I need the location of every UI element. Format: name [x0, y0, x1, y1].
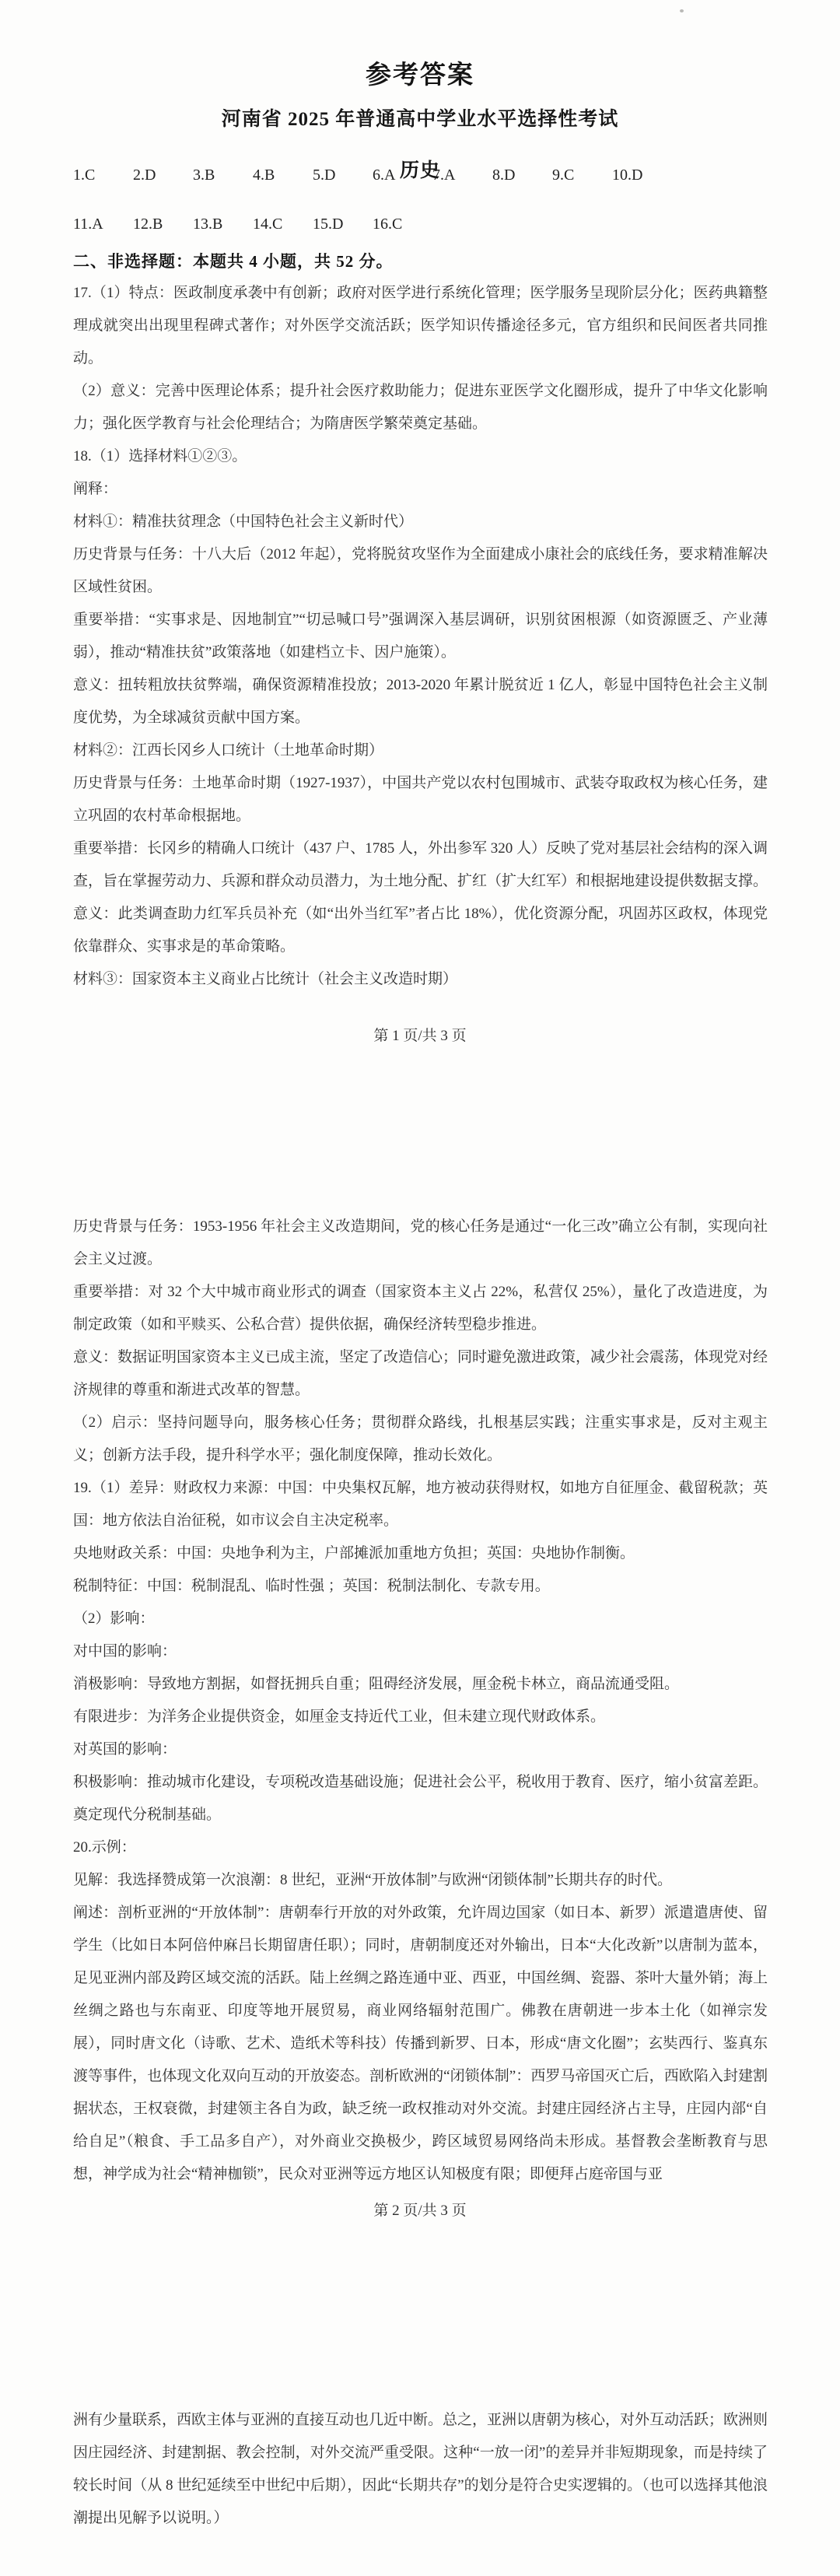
- paragraph: 意义：数据证明国家资本主义已成主流，坚定了改造信心；同时避免激进政策，减少社会震荡，体现党对经济规律的尊重和渐进式改革的智慧。: [73, 1349, 768, 1398]
- subject-title: 历史: [399, 159, 440, 181]
- page-3-body: [73, 2404, 768, 2535]
- paragraph: 历史背景与任务：土地革命时期（1927-1937），中国共产党以农村包围城市、武装夺取政权为核心任务，建立巩固的农村革命根据地。: [73, 775, 768, 824]
- paragraph: 重要举措：长冈乡的精确人口统计（437 户、1785 人，外出参军 320 人）反映了党对基层社会结构的深入调查，旨在掌握劳动力、兵源和群众动员潜力，为土地分配、扩红（扩大红军）和根据地建设提供数据支撑。: [73, 840, 768, 889]
- paragraph: 20.示例：: [73, 1839, 136, 1856]
- paragraph: 材料②：江西长冈乡人口统计（土地革命时期）: [73, 742, 384, 759]
- doc-title: 参考答案: [366, 61, 474, 90]
- answer-item: 13.B: [193, 216, 223, 233]
- paragraph: （2）意义：完善中医理论体系；提升社会医疗救助能力；促进东亚医学文化圈形成，提升了中华文化影响力；强化医学教育与社会伦理结合；为隋唐医学繁荣奠定基础。: [73, 383, 768, 432]
- page-2-body: [73, 1211, 768, 2191]
- page-1-body: [73, 277, 768, 996]
- answer-item: 8.D: [492, 166, 516, 184]
- answer-item: 2.D: [133, 166, 156, 184]
- paragraph: 材料①：精准扶贫理念（中国特色社会主义新时代）: [73, 513, 414, 530]
- answer-item: 7.A: [432, 166, 456, 184]
- paragraph: 17.（1）特点：医政制度承袭中有创新；政府对医学进行系统化管理；医学服务呈现阶层分化；医药典籍整理成就突出出现里程碑式著作；对外医学交流活跃；医学知识传播途径多元，官方组织和民间医者共同推动。: [73, 285, 768, 366]
- answer-item: 5.D: [313, 166, 336, 184]
- answer-item: 9.C: [552, 166, 575, 184]
- paragraph: 税制特征：中国：税制混乱、临时性强 ；英国：税制法制化、专款专用。: [73, 1578, 550, 1594]
- choice-answers-row-1: [73, 166, 672, 184]
- page-2-footer: 第 2 页/共 3 页: [373, 2203, 467, 2219]
- paragraph: 重要举措：对 32 个大中城市商业形式的调查（国家资本主义占 22%，私营仅 25%），量化了改造进度，为制定政策（如和平赎买、公私合营）提供依据，确保经济转型稳步推进。: [73, 1284, 768, 1333]
- section-2-heading: 二、非选择题：本题共 4 小题，共 52 分。: [73, 252, 394, 271]
- answer-item: 15.D: [313, 216, 344, 233]
- answer-item: 14.C: [253, 216, 283, 233]
- paragraph: 见解：我选择赞成第一次浪潮：8 世纪，亚洲“开放体制”与欧洲“闭锁体制”长期共存的时代。: [73, 1872, 672, 1888]
- answer-item: 6.A: [373, 166, 396, 184]
- paragraph: 意义：扭转粗放扶贫弊端，确保资源精准投放；2013-2020 年累计脱贫近 1 亿人，彰显中国特色社会主义制度优势，为全球减贫贡献中国方案。: [73, 677, 768, 726]
- doc-subtitle: 河南省 2025 年普通高中学业水平选择性考试: [221, 108, 619, 130]
- paragraph: （2）启示：坚持问题导向，服务核心任务；贯彻群众路线，扎根基层实践；注重实事求是，反对主观主义；创新方法手段，提升科学水平；强化制度保障，推动长效化。: [73, 1414, 768, 1463]
- answer-item: 4.B: [253, 166, 275, 184]
- paragraph: 阐述：剖析亚洲的“开放体制”：唐朝奉行开放的对外政策，允许周边国家（如日本、新罗）派遣遣唐使、留学生（比如日本阿倍仲麻吕长期留唐任职）；同时，唐朝制度还对外输出，日本“大化改新”以唐制为蓝本，足见亚洲内部及跨区域交流的活跃。陆上丝绸之路连通中亚、西亚，中国丝绸、瓷器、茶叶大量外销；海上丝绸之路也与东南亚、印度等地开展贸易，商业网络辐射范围广。佛教在唐朝进一步本土化（如禅宗发展），同时唐文化（诗歌、艺术、造纸术等科技）传播到新罗、日本，形成“唐文化圈”；玄奘西行、鉴真东渡等事件，也体现文化双向互动的开放姿态。剖析欧洲的“闭锁体制”：西罗马帝国灭亡后，西欧陷入封建割据状态，王权衰微，封建领主各自为政，缺乏统一政权推动对外交流。封建庄园经济占主导，庄园内部“自给自足”（粮食、手工品多自产），对外商业交换极少，跨区域贸易网络尚未形成。基督教会垄断教育与思想，神学成为社会“精神枷锁”，民众对亚洲等远方地区认知极度有限；即便拜占庭帝国与亚: [73, 1905, 768, 2182]
- answer-item: 10.D: [612, 166, 643, 184]
- answer-item: 3.B: [193, 166, 215, 184]
- paragraph: 对中国的影响：: [73, 1643, 177, 1660]
- scan-artifact-dot: [680, 9, 684, 12]
- paragraph: 对英国的影响：: [73, 1741, 177, 1758]
- answer-item: 1.C: [73, 166, 96, 184]
- paragraph: 历史背景与任务：1953-1956 年社会主义改造期间，党的核心任务是通过“一化三改”确立公有制，实现向社会主义过渡。: [73, 1218, 768, 1267]
- page-1-footer: 第 1 页/共 3 页: [373, 1028, 467, 1044]
- paragraph: 重要举措：“实事求是、因地制宜”“切忌喊口号”强调深入基层调研，识别贫困根源（如资源匮乏、产业薄弱），推动“精准扶贫”政策落地（如建档立卡、因户施策）。: [73, 612, 768, 661]
- answer-item: 12.B: [133, 216, 163, 233]
- paragraph: 19.（1）差异：财政权力来源：中国：中央集权瓦解，地方被动获得财权，如地方自征厘金、截留税款；英国：地方依法自治征税，如市议会自主决定税率。: [73, 1480, 768, 1529]
- paragraph: （2）影响：: [73, 1610, 155, 1627]
- paragraph: 积极影响：推动城市化建设，专项税改造基础设施；促进社会公平，税收用于教育、医疗，缩小贫富差距。奠定现代分税制基础。: [73, 1774, 768, 1823]
- paragraph: 阐释：: [73, 481, 118, 497]
- answer-item: 16.C: [373, 216, 403, 233]
- paragraph: 历史背景与任务：十八大后（2012 年起），党将脱贫攻坚作为全面建成小康社会的底线任务，要求精准解决区域性贫困。: [73, 546, 768, 595]
- answer-item: 11.A: [73, 216, 103, 233]
- paragraph: 18.（1）选择材料①②③。: [73, 448, 247, 464]
- paragraph: 洲有少量联系，西欧主体与亚洲的直接互动也几近中断。总之，亚洲以唐朝为核心，对外互动活跃；欧洲则因庄园经济、封建割据、教会控制，对外交流严重受限。这种“一放一闭”的差异并非短期现象，而是持续了较长时间（从 8 世纪延续至中世纪中后期），因此“长期共存”的划分是符合史实逻辑的。（也可以选择其他浪潮提出见解予以说明。）: [73, 2412, 768, 2526]
- paragraph: 央地财政关系：中国：央地争利为主，户部摊派加重地方负担；英国：央地协作制衡。: [73, 1545, 635, 1561]
- paragraph: 材料③：国家资本主义商业占比统计（社会主义改造时期）: [73, 971, 458, 987]
- choice-answers-row-2: [73, 216, 432, 233]
- paragraph: 有限进步：为洋务企业提供资金，如厘金支持近代工业，但未建立现代财政体系。: [73, 1709, 606, 1725]
- paragraph: 消极影响：导致地方割据，如督抚拥兵自重；阻碍经济发展，厘金税卡林立，商品流通受阻。: [73, 1676, 680, 1692]
- paragraph: 意义：此类调查助力红军兵员补充（如“出外当红军”者占比 18%），优化资源分配，巩固苏区政权，体现党依靠群众、实事求是的革命策略。: [73, 906, 768, 955]
